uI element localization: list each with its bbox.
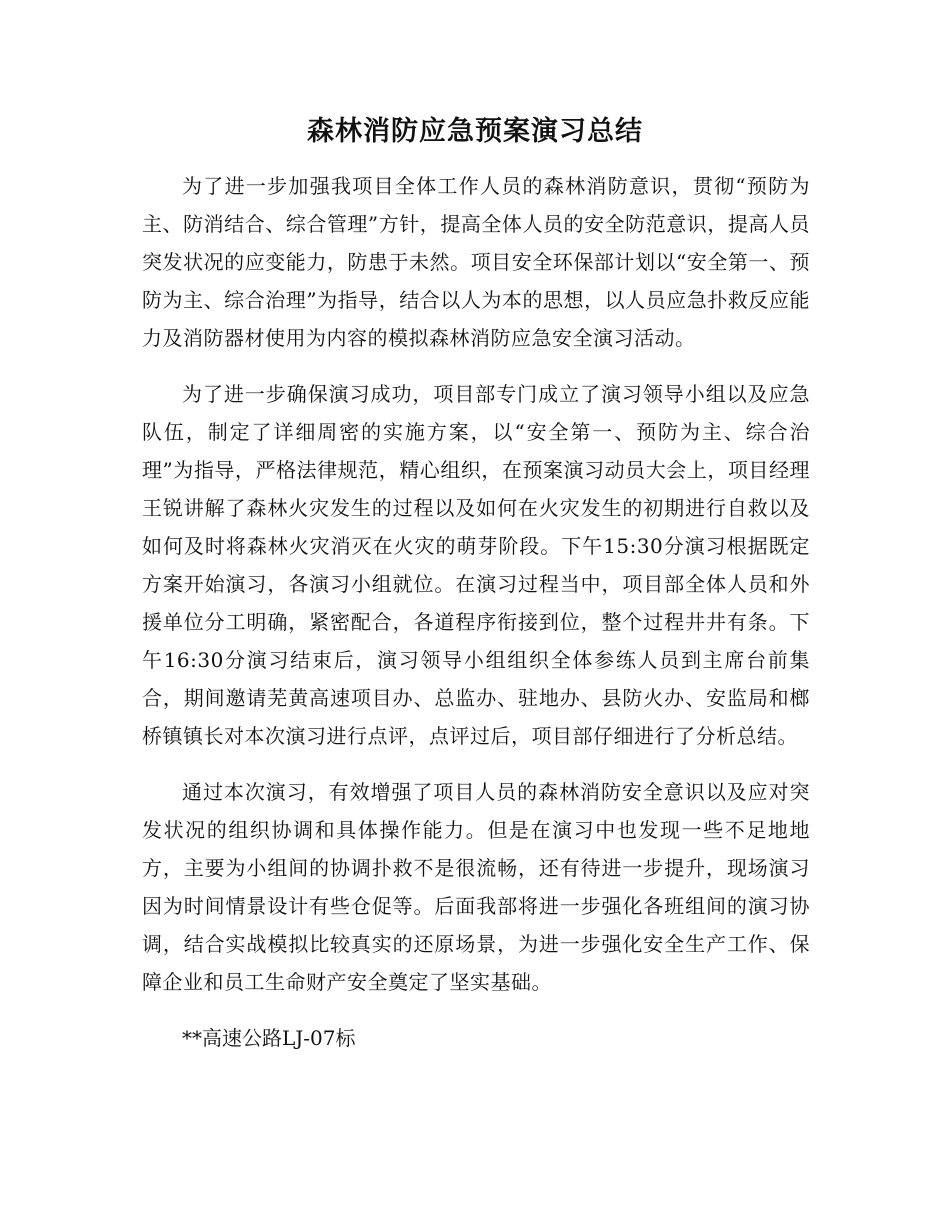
paragraph-purpose: 为了进一步加强我项目全体工作人员的森林消防意识，贯彻“预防为主、防消结合、综合管理”方针，提高全体人员的安全防范意识，提高人员突发状况的应变能力，防患于未然。项目安全环保部计划以“安全第一、预防为主、综合治理”为指导，结合以人为本的思想，以人员应急扑救反应能力及消防器材使用为内容的模拟森林消防应急安全演习活动。 [142, 174, 810, 350]
document-body [142, 167, 810, 1057]
signature: **高速公路LJ-07标 [182, 1026, 356, 1050]
document-title: 森林消防应急预案演习总结 [307, 116, 643, 147]
paragraph-process: 为了进一步确保演习成功，项目部专门成立了演习领导小组以及应急队伍，制定了详细周密的实施方案，以“安全第一、预防为主、综合治理”为指导，严格法律规范，精心组织，在预案演习动员大会上，项目经理王锐讲解了森林火灾发生的过程以及如何在火灾发生的初期进行自救以及如何及时将森林火灾消灭在火灾的萌芽阶段。下午15:30分演习根据既定方案开始演习，各演习小组就位。在演习过程当中，项目部全体人员和外援单位分工明确，紧密配合，各道程序衔接到位，整个过程井井有条。下午16:30分演习结束后，演习领导小组组织全体参练人员到主席台前集合，期间邀请芜黄高速项目办、总监办、驻地办、县防火办、安监局和榔桥镇镇长对本次演习进行点评，点评过后，项目部仔细进行了分析总结。 [142, 382, 810, 748]
paragraph-summary: 通过本次演习，有效增强了项目人员的森林消防安全意识以及应对突发状况的组织协调和具体操作能力。但是在演习中也发现一些不足地地方，主要为小组间的协调扑救不是很流畅，还有待进一步提升，现场演习因为时间情景设计有些仓促等。后面我部将进一步强化各班组间的演习协调，结合实战模拟比较真实的还原场景，为进一步强化安全生产工作、保障企业和员工生命财产安全奠定了坚实基础。 [142, 780, 810, 994]
